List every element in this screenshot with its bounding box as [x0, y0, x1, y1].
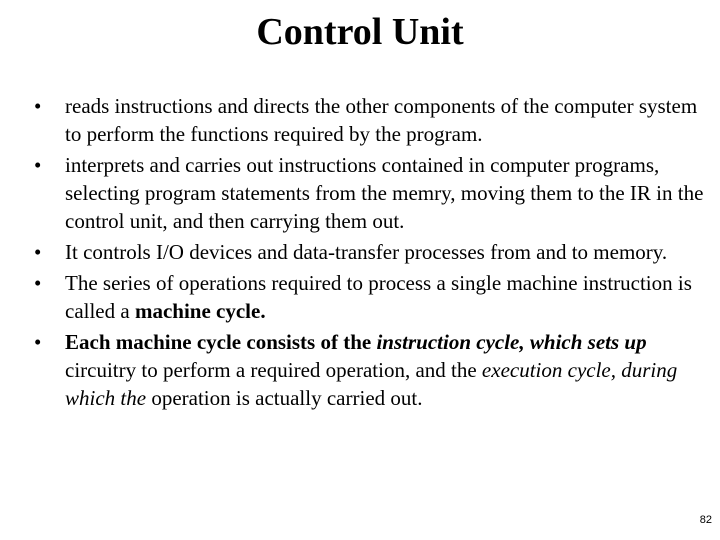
bullet-text-bold: machine cycle.	[134, 299, 266, 323]
slide-title: Control Unit	[256, 11, 464, 53]
bullet-text-italic: execution cycle, during which the	[65, 358, 678, 410]
bullet-text: interprets and carries out instructions contained in computer programs, selecting program statements from the memry, moving them to the IR in the control unit, and then carrying them out.	[65, 153, 704, 233]
bullet-item	[34, 238, 704, 266]
bullet-marker: •	[34, 271, 42, 295]
bullet-item	[34, 92, 704, 148]
bullet-text: The series of operations required to process a single machine instruction is called a	[65, 271, 692, 323]
bullet-item	[34, 151, 704, 235]
bullet-text: reads instructions and directs the other components of the computer system to perform the functions required by the program.	[65, 94, 698, 146]
bullet-marker: •	[34, 94, 42, 118]
bullet-text: It controls I/O devices and data-transfer processes from and to memory.	[65, 240, 668, 264]
bullet-item	[34, 328, 704, 412]
bullet-list	[34, 92, 704, 415]
bullet-marker: •	[34, 330, 42, 354]
bullet-text: operation is actually carried out.	[146, 386, 423, 410]
bullet-text: circuitry to perform a required operation, and the	[65, 358, 482, 382]
page-number: 82	[699, 514, 712, 526]
bullet-text-bold: Each machine cycle consists of the	[65, 330, 377, 354]
bullet-marker: •	[34, 153, 42, 177]
bullet-text-bold-italic: instruction cycle, which sets up	[376, 330, 647, 354]
bullet-item	[34, 269, 704, 325]
bullet-marker: •	[34, 240, 42, 264]
